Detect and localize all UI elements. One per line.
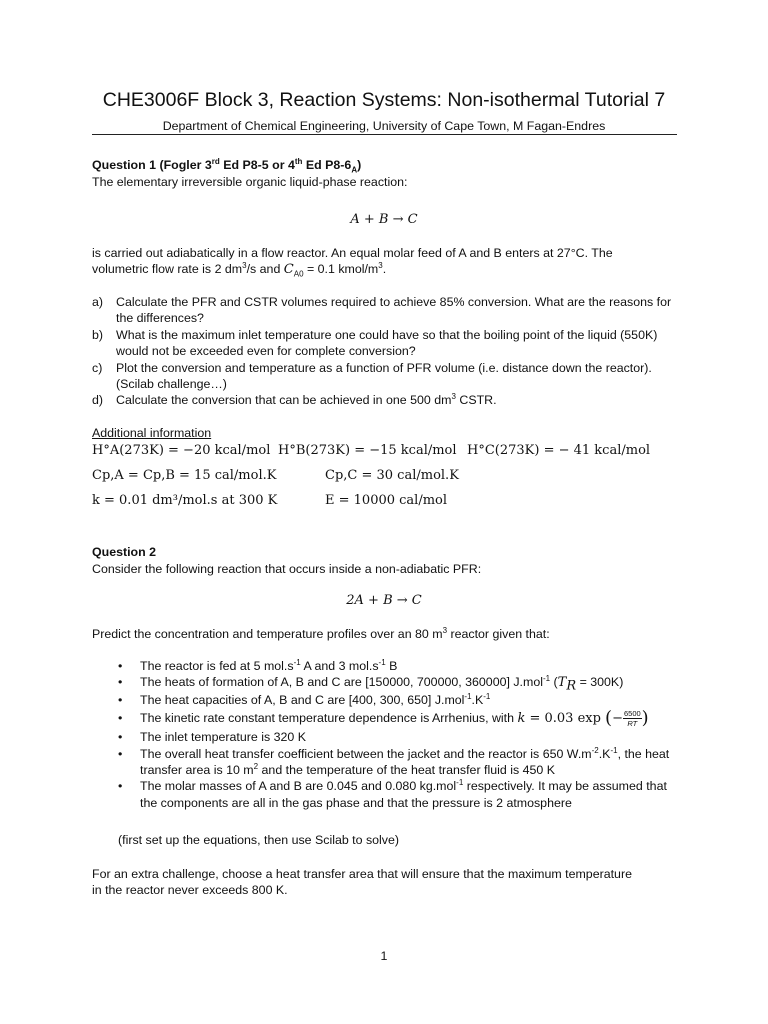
info-k: k = 0.01 dm³/mol.s at 300 K xyxy=(92,493,278,508)
question-1-parts xyxy=(92,294,682,409)
condition-heat-transfer: • The overall heat transfer coefficient between the jacket and the reactor is 650 $W.m^{-2}.K^{-1}$, the heat transfer area is 10 $m^2$ and the temperature of the heat transfer fluid is 450 K xyxy=(118,745,670,778)
question-1-description: is carried out adiabatically in a flow reactor. An equal molar feed of A and B enters at 27°C. The volumetric flow rate is 2 $dm^3/s$ and $C_{A0} = 0.1$ kmol/$m^3$. xyxy=(92,246,613,279)
info-cpc: Cp,C = 30 cal/mol.K xyxy=(325,468,459,483)
question-2-equation: 2A + B → C xyxy=(346,593,422,608)
condition-feed: • The reactor is fed at 5 $mol.s^{-1}$ A and 3 $mol.s^{-1}$ B xyxy=(118,657,398,673)
condition-heat-capacities: • The heat capacities of A, B and C are [400, 300, 650] $J.mol^{-1}.K^{-1}$ xyxy=(118,691,491,707)
part-a: a) Calculate the PFR and CSTR volumes required to achieve 85% conversion. What are the reasons for the differences? xyxy=(92,295,672,326)
condition-inlet-temperature: • The inlet temperature is 320 K xyxy=(118,730,306,745)
part-d: d) Calculate the conversion that can be achieved in one 500 $dm^3$ CSTR. xyxy=(92,392,497,408)
info-ha: H°A(273K) = −20 kcal/mol xyxy=(92,443,271,458)
arrhenius-fraction: $\frac{6500}{RT}$ xyxy=(623,709,641,729)
part-c: c) Plot the conversion and temperature as a function of PFR volume (i.e. distance down the reactor). (Scilab challenge…) xyxy=(92,360,652,392)
info-cpab: Cp,A = Cp,B = 15 cal/mol.K xyxy=(92,468,277,483)
part-b: b) What is the maximum inlet temperature one could have so that the boiling point of the liquid (550K) would not be exceeded even for complete conversion? xyxy=(92,327,658,359)
question-1-equation: A + B → C xyxy=(350,212,418,227)
question-2-heading: Question 2 xyxy=(92,545,157,559)
question-1-heading: Question 1 (Fogler 3rd Ed P8-5 or 4th Ed $P8-6_A$) xyxy=(92,156,362,175)
condition-kinetics: • The kinetic rate constant temperature dependence is Arrhenius, with k = 0.03 exp (− $\frac{6500}{RT}$ ) xyxy=(118,707,649,729)
info-hc: H°C(273K) = − 41 kcal/mol xyxy=(467,443,651,458)
info-e: E = 10000 cal/mol xyxy=(325,493,448,508)
question-1-intro: The elementary irreversible organic liquid-phase reaction: xyxy=(92,175,408,189)
question-2-predict: Predict the concentration and temperature profiles over an 80 $m^3$ reactor given that: xyxy=(92,625,550,641)
page-number: 1 xyxy=(380,949,388,963)
question-2-challenge: For an extra challenge, choose a heat transfer area that will ensure that the maximum temperature in the reactor never exceeds 800 K. xyxy=(92,867,632,898)
question-2-note: (first set up the equations, then use Scilab to solve) xyxy=(118,833,400,847)
page-title: CHE3006F Block 3, Reaction Systems: Non-isothermal Tutorial 7 xyxy=(102,89,666,111)
header-rule xyxy=(92,134,677,135)
condition-heats: • The heats of formation of A, B and C are [150000, 700000, 360000] J.mol$^{-1}$ $(T_R = 300K)$ xyxy=(118,674,624,694)
condition-molar-masses: • The molar masses of A and B are 0.045 and 0.080 kg.mol$^{-1}$ respectively. It may be assumed that the components are all in the gas phase and that the pressure is 2 atmosphere xyxy=(118,778,667,810)
info-hb: H°B(273K) = −15 kcal/mol xyxy=(278,443,457,458)
page-subtitle: Department of Chemical Engineering, University of Cape Town, M Fagan-Endres xyxy=(162,119,606,133)
question-2-conditions xyxy=(118,658,683,811)
question-2-intro: Consider the following reaction that occurs inside a non-adiabatic PFR: xyxy=(92,562,482,576)
additional-info-heading: Additional information xyxy=(92,426,212,440)
